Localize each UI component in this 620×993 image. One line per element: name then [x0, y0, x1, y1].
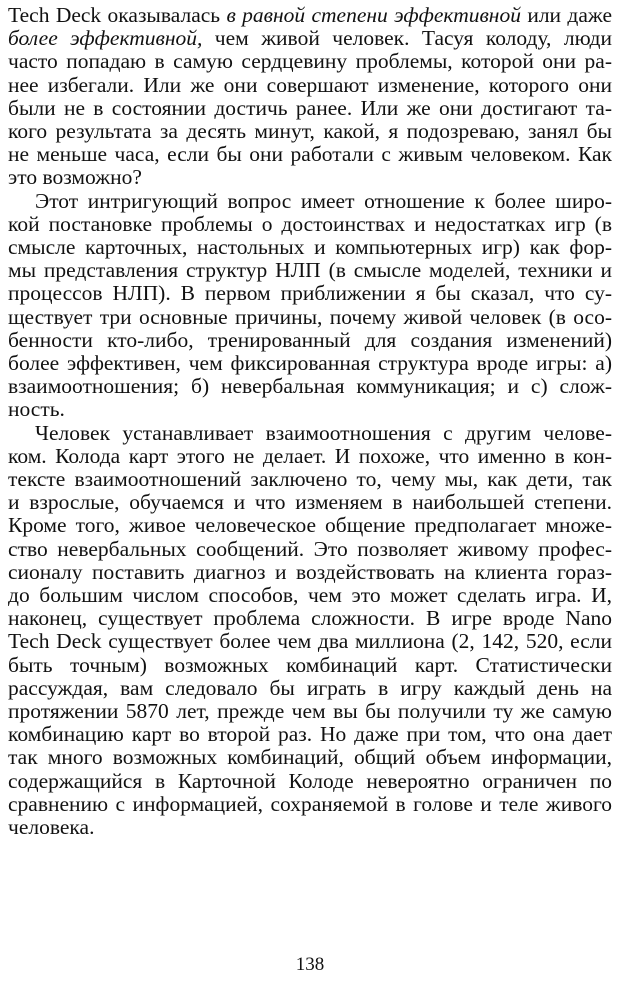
- text-line: [8, 513, 612, 537]
- text-line: [8, 26, 612, 50]
- text-line: [8, 3, 612, 27]
- text-line: [8, 328, 612, 352]
- text-line: [8, 281, 612, 305]
- text-segment: не меньше часа, если бы они работали с живым человеком. Как: [8, 142, 612, 167]
- text-segment: кой постановке проблемы о достоинствах и недостатках игр (в: [8, 211, 612, 236]
- text-line: [8, 815, 612, 839]
- text-line: [8, 212, 612, 236]
- text-segment: Tech Deck существует более чем два миллиона (2, 142, 520, если: [8, 629, 612, 654]
- text-line: [8, 119, 612, 143]
- text-segment: были не в состоянии достичь ранее. Или же они достигают та-: [8, 95, 612, 120]
- text-segment: кого результата за десять минут, какой, я подозреваю, занял бы: [8, 119, 612, 143]
- text-line: [8, 305, 612, 329]
- italic-text: в равной степени эффективной: [226, 3, 521, 27]
- text-line: [8, 606, 612, 630]
- text-line: [8, 142, 612, 166]
- italic-text: более эффективной,: [8, 26, 203, 51]
- text-segment: содержащийся в Карточной Колоде невероятно ограничен по: [8, 768, 612, 793]
- text-segment: человека.: [8, 815, 95, 839]
- text-segment: Кроме того, живое человеческое общение предполагает множе-: [8, 513, 612, 538]
- text-segment: комбинацию карт во второй раз. Но даже при том, что она дает: [8, 722, 612, 747]
- text-segment: это возможно?: [8, 165, 142, 190]
- text-line: [8, 467, 612, 491]
- text-line: [8, 444, 612, 468]
- text-line: [8, 653, 612, 677]
- text-line: [8, 537, 612, 561]
- text-segment: чем живой человек. Тасуя колоду, люди: [202, 26, 613, 51]
- text-segment: сионалу поставить диагноз и воздействовать на клиента гораз-: [8, 559, 612, 584]
- text-line: [8, 722, 612, 746]
- text-segment: бенности кто-либо, тренированный для создания изменений): [8, 327, 612, 352]
- text-line: [8, 490, 612, 514]
- text-segment: и взрослые, обучаемся и что изменяем в наибольшей степени.: [8, 490, 612, 515]
- text-segment: нее избегали. Или же они совершают изменение, которого они: [8, 72, 612, 97]
- text-segment: ком. Колода карт этого не делает. И похоже, что именно в кон-: [8, 443, 612, 468]
- text-line: [8, 583, 612, 607]
- text-segment: так много возможных комбинаций, общий объем информации,: [8, 745, 612, 770]
- text-segment: протяжении 5870 лет, прежде чем вы бы получили ту же самую: [8, 699, 612, 723]
- text-segment: Tech Deck оказывалась: [8, 3, 227, 27]
- text-line: [8, 73, 612, 97]
- text-line: [8, 235, 612, 259]
- text-line: [8, 49, 612, 73]
- text-segment: рассуждая, вам следовало бы играть в игру каждый день на: [8, 675, 612, 700]
- text-segment: или даже: [520, 3, 613, 27]
- text-segment: до большим числом способов, чем это может сделать игра. И,: [8, 583, 612, 607]
- text-segment: тексте взаимоотношений заключено то, чему мы, как дети, так: [8, 467, 612, 491]
- text-line: [8, 699, 612, 723]
- text-line: [8, 629, 612, 653]
- text-line: [8, 96, 612, 120]
- text-segment: мы представления структур НЛП (в смысле моделей, техники и: [8, 258, 612, 283]
- text-line: [8, 560, 612, 584]
- text-line: [35, 189, 612, 213]
- text-line: [8, 165, 612, 189]
- text-segment: сравнению с информацией, сохраняемой в голове и теле живого: [8, 791, 612, 816]
- text-segment: смысле карточных, настольных и компьютерных игр) как фор-: [8, 235, 612, 259]
- text-line: [8, 258, 612, 282]
- text-segment: более эффективен, чем фиксированная структура вроде игры: а): [8, 351, 612, 375]
- text-segment: ство невербальных сообщений. Это позволяет живому профес-: [8, 536, 612, 561]
- text-segment: ность.: [8, 397, 65, 422]
- page-number: 138: [295, 954, 325, 975]
- text-segment: процессов НЛП). В первом приближении я бы сказал, что су-: [8, 281, 612, 306]
- text-line: [8, 769, 612, 793]
- text-line: [8, 792, 612, 816]
- text-line: [8, 397, 612, 421]
- text-line: [8, 351, 612, 375]
- text-line: [8, 374, 612, 398]
- text-segment: ществует три основные причины, почему живой человек (в осо-: [8, 304, 612, 329]
- text-line: [35, 421, 612, 445]
- text-segment: часто попадаю в самую сердцевину проблемы, которой они ра-: [8, 49, 612, 74]
- text-segment: быть точным) возможных комбинаций карт. Статистически: [8, 652, 612, 677]
- text-segment: Человек устанавливает взаимоотношения с другим челове-: [35, 420, 612, 445]
- text-line: [8, 676, 612, 700]
- text-segment: наконец, существует проблема сложности. В игре вроде Nano: [8, 606, 612, 631]
- text-segment: Этот интригующий вопрос имеет отношение к более широ-: [35, 188, 612, 213]
- text-line: [8, 745, 612, 769]
- text-segment: взаимоотношения; б) невербальная коммуникация; и с) слож-: [8, 374, 612, 399]
